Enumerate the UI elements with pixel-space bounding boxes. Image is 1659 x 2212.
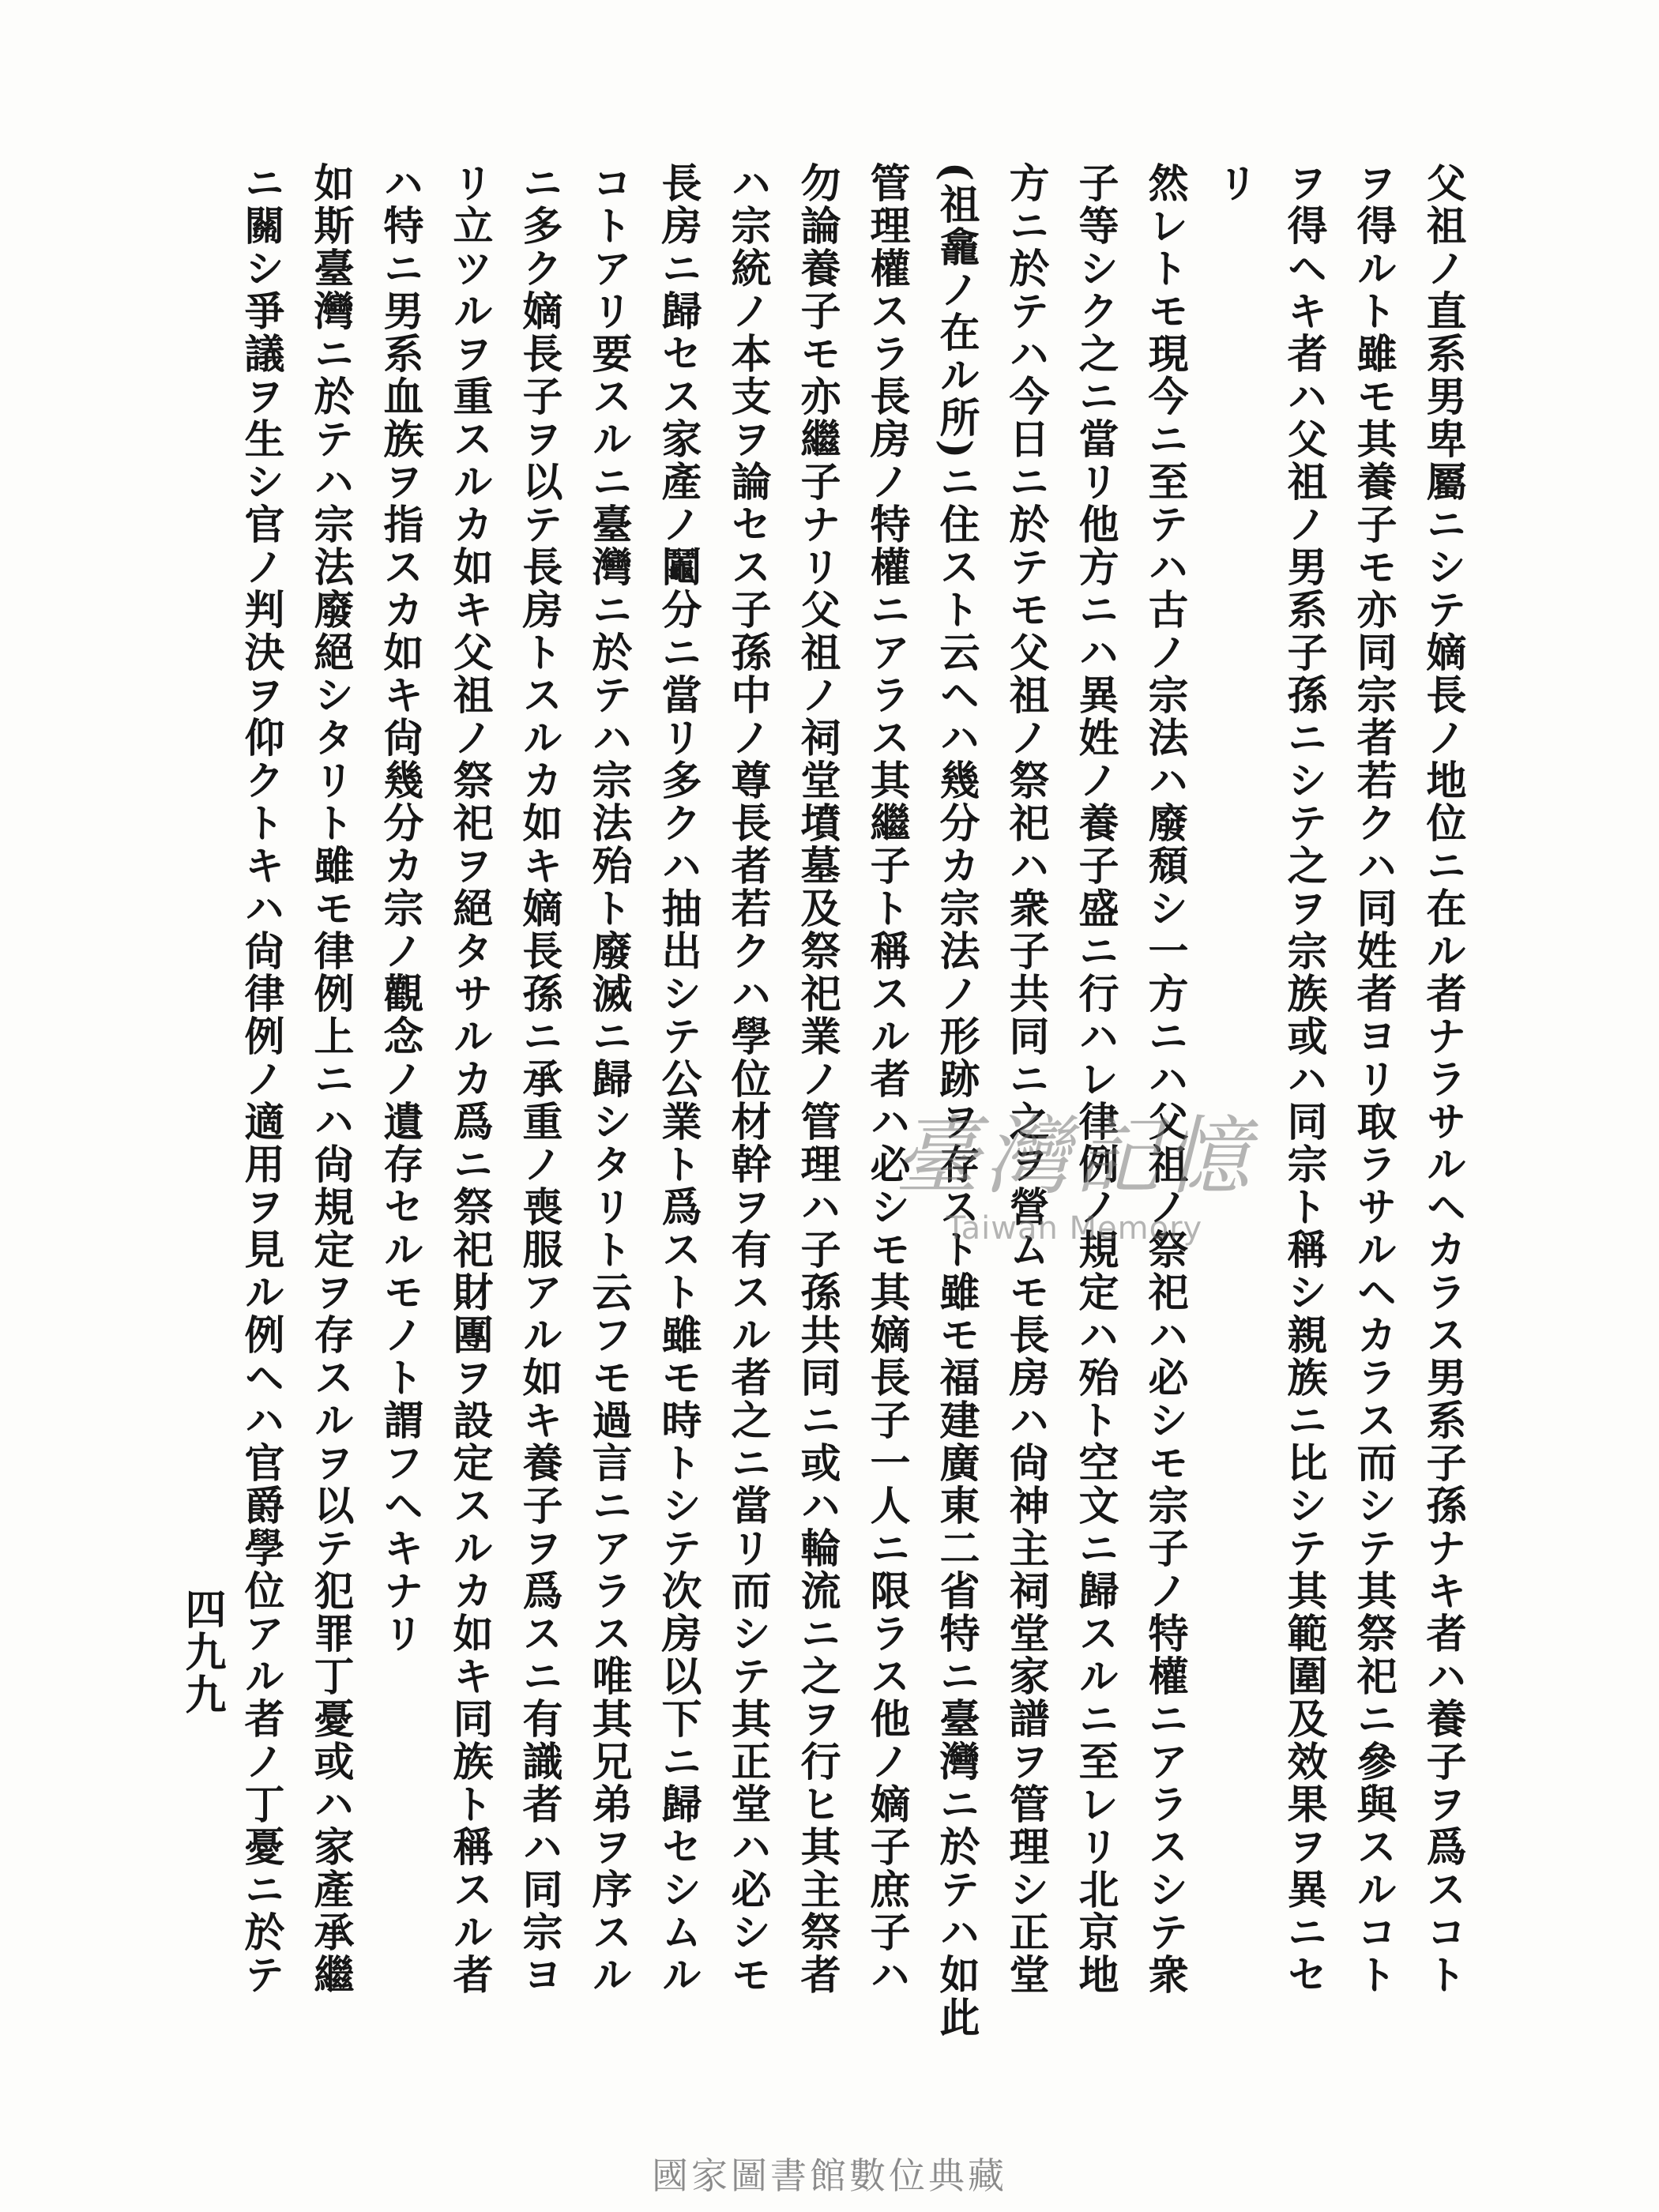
text-column: (祖龕ノ在ル所)ニ住スト云ヘハ幾分カ宗法ノ形跡ヲ存スト雖モ福建廣東二省特ニ臺灣ニ於テハ如此 [932, 162, 980, 2040]
text-column: ハ特ニ男系血族ヲ指スカ如キ尙幾分カ宗ノ觀念ノ遺存セルモノト謂フヘキナリ [376, 162, 423, 1655]
text-column: 勿論養子モ亦繼子ナリ父祖ノ祠堂墳墓及祭祀業ノ管理ハ子孫共同ニ或ハ輪流ニ之ヲ行ヒ其主祭者 [793, 162, 841, 1996]
text-column: リ [1210, 162, 1258, 205]
text-column: 管理權スラ長房ノ特權ニアラス其繼子ト稱スル者ハ必シモ其嫡長子一人ニ限ラス他ノ嫡子庶子ハ [863, 162, 910, 1996]
text-column: 方ニ於テハ今日ニ於テモ父祖ノ祭祀ハ衆子共同ニ之ヲ營ムモ長房ハ尙神主祠堂家譜ヲ管理シ正堂 [1002, 162, 1049, 1996]
text-column: ヲ得ヘキ者ハ父祖ノ男系子孫ニシテ之ヲ宗族或ハ同宗ト稱シ親族ニ比シテ其範圍及效果ヲ異ニセ [1280, 162, 1327, 1996]
text-column: リ立ツルヲ重スルカ如キ父祖ノ祭祀ヲ絕タサルカ爲ニ祭祀財團ヲ設定スルカ如キ同族ト稱スル者 [446, 162, 493, 1996]
text-column: 如斯臺灣ニ於テハ宗法廢絕シタリト雖モ律例上ニハ尙規定ヲ存スルヲ以テ犯罪丁憂或ハ家產承繼 [307, 162, 354, 1996]
text-column: ハ宗統ノ本支ヲ論セス子孫中ノ尊長者若クハ學位材幹ヲ有スル者之ニ當リ而シテ其正堂ハ必シモ [724, 162, 771, 1996]
text-column: ニ關シ爭議ヲ生シ官ノ判決ヲ仰クトキハ尙律例ノ適用ヲ見ル例ヘハ官爵學位アル者ノ丁憂ニ於テ [237, 162, 284, 1996]
footer-credit: 國家圖書館數位典藏 [652, 2154, 1007, 2197]
text-column: ヲ得ルト雖モ其養子モ亦同宗者若クハ同姓者ヨリ取ラサルヘカラス而シテ其祭祀ニ參與スルコト [1349, 162, 1397, 1996]
page-number: 四九九 [178, 1588, 226, 1716]
text-column: 然レトモ現今ニ至テハ古ノ宗法ハ廢頹シ一方ニハ父祖ノ祭祀ハ必シモ宗子ノ特權ニアラスシテ衆 [1141, 162, 1188, 1996]
watermark-logo [837, 1106, 1311, 1264]
body-text [150, 162, 1477, 2040]
text-column: コトアリ要スルニ臺灣ニ於テハ宗法殆ト廢滅ニ歸シタリト云フモ過言ニアラス唯其兄弟ヲ序スル [585, 162, 632, 1996]
watermark-title: 臺灣記憶 [893, 1108, 1255, 1206]
text-column: ニ多ク嫡長子ヲ以テ長房トスルカ如キ嫡長孫ニ承重ノ喪服アル如キ養子ヲ爲スニ有識者ハ同宗ヨ [515, 162, 562, 1996]
watermark-subtitle: Taiwan Memory [946, 1210, 1203, 1247]
text-column: 長房ニ歸セス家產ノ鬮分ニ當リ多クハ抽出シテ公業ト爲スト雖モ時トシテ次房以下ニ歸セシムル [654, 162, 702, 1996]
text-column: 子等シク之ニ當リ他方ニハ異姓ノ養子盛ニ行ハレ律例ノ規定ハ殆ト空文ニ歸スルニ至レリ北京地 [1071, 162, 1119, 1996]
text-column: 父祖ノ直系男卑屬ニシテ嫡長ノ地位ニ在ル者ナラサルヘカラス男系子孫ナキ者ハ養子ヲ爲スコト [1419, 162, 1466, 1996]
